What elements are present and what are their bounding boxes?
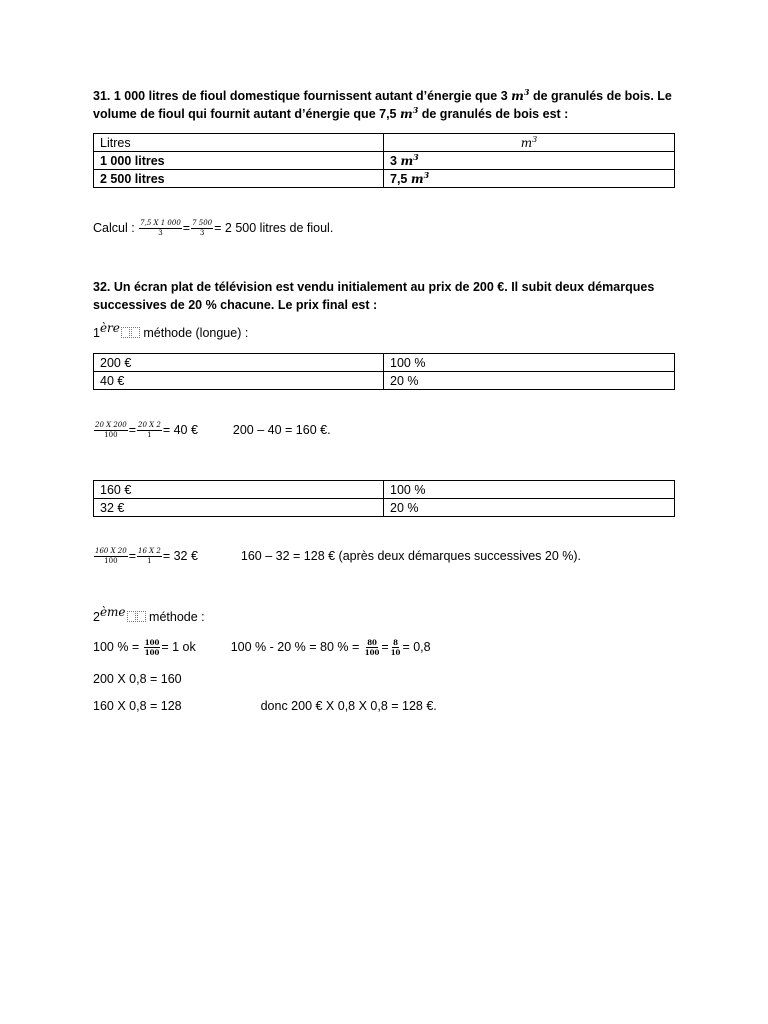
table-cell: 100 % — [384, 354, 675, 372]
table-cell: 40 € — [94, 372, 384, 390]
q31-calculation: Calcul : $\frac{7,5 X 1 000}{3}$ = $\frac{7 500}{3}$ = 2 500 litres de fioul. — [93, 219, 334, 238]
fraction: $\frac{20 X 200}{100}$ — [95, 421, 127, 440]
table-cell: 7,5 $m^3$ — [384, 170, 675, 188]
q31-line1-text: 31. 1 000 litres de fioul domestique fournissent autant d’énergie que 3 — [93, 89, 508, 103]
method1-heading: 1ère méthode (longue) : — [93, 321, 249, 340]
table-cell: 100 % — [384, 481, 675, 499]
method2-line-a: 100 % = $\frac{100}{100}$ = 1 ok 100 % - 20 % = 80 % = $\frac{80}{100}$ = $\frac{8}{10}$ = 0,8 — [93, 638, 431, 658]
table-cell: 200 € — [94, 354, 384, 372]
placeholder-box-icon — [131, 327, 140, 338]
fraction: $\frac{7 500}{3}$ — [192, 219, 213, 238]
table-cell: 32 € — [94, 499, 384, 517]
q31-proportion-table — [93, 133, 675, 188]
method2-line-b: 200 X 0,8 = 160 — [93, 672, 182, 686]
calc-subtraction: 200 – 40 = 160 €. — [232, 423, 331, 437]
q31-statement-line1 — [93, 87, 672, 105]
q32-calc-1: $\frac{20 X 200}{100}$ = $\frac{20 X 2}{1}$ = 40 € 200 – 40 = 160 €. — [95, 421, 331, 440]
calc-result: = 2 500 litres de fioul. — [214, 221, 334, 235]
method2-line-c: 160 X 0,8 = 128 donc 200 € X 0,8 X 0,8 = 128 €. — [93, 699, 437, 713]
q32-statement-line2: successives de 20 % chacune. Le prix final est : — [93, 298, 378, 312]
placeholder-box-icon — [121, 327, 130, 338]
fraction: $\frac{8}{10}$ — [390, 638, 401, 658]
table-row — [94, 354, 675, 372]
q32-statement-line1: 32. Un écran plat de télévision est vendu initialement au prix de 200 €. Il subit deux démarques — [93, 280, 655, 294]
fraction: $\frac{160 X 20}{100}$ — [95, 547, 127, 566]
table-row — [94, 481, 675, 499]
placeholder-box-icon — [137, 611, 146, 622]
table-cell: Litres — [94, 134, 384, 152]
m3-unit: $m^3$ — [511, 87, 530, 103]
q32-table-2 — [93, 480, 675, 517]
table-row — [94, 152, 675, 170]
q31-line2-end: de granulés de bois est : — [421, 107, 569, 121]
q31-line2-text: volume de fioul qui fournit autant d’énergie que 7,5 — [93, 107, 397, 121]
placeholder-box-icon — [127, 611, 136, 622]
calc-label: Calcul : — [93, 221, 135, 235]
table-row — [94, 134, 675, 152]
q31-line1-end: de granulés de bois. Le — [532, 89, 672, 103]
m3-unit: $m^3$ — [400, 151, 419, 168]
fraction: $\frac{80}{100}$ — [364, 638, 380, 658]
table-cell: 160 € — [94, 481, 384, 499]
m3-unit: $m^3$ — [520, 134, 538, 150]
table-cell: 20 % — [384, 372, 675, 390]
m3-unit: $m^3$ — [410, 169, 430, 186]
calc-result: = 40 € — [162, 423, 198, 437]
fraction: $\frac{16 X 2}{1}$ — [138, 547, 161, 566]
q32-table-1 — [93, 353, 675, 390]
fraction: $\frac{100}{100}$ — [144, 638, 160, 658]
fraction: $\frac{20 X 2}{1}$ — [138, 421, 161, 440]
calc-subtraction: 160 – 32 = 128 € (après deux démarques successives 20 %). — [240, 549, 582, 563]
table-row — [94, 499, 675, 517]
table-cell: 20 % — [384, 499, 675, 517]
m3-unit: $m^3$ — [399, 105, 419, 121]
fraction: $\frac{7,5 X 1 000}{3}$ — [140, 219, 181, 238]
table-row — [94, 372, 675, 390]
method1-label: méthode (longue) : — [143, 326, 249, 340]
table-row — [94, 170, 675, 188]
table-cell: 2 500 litres — [94, 170, 384, 188]
table-cell: 1 000 litres — [94, 152, 384, 170]
table-cell: 3 $m^3$ — [384, 152, 675, 170]
method2-heading: 2ème méthode : — [93, 605, 205, 624]
q32-calc-2: $\frac{160 X 20}{100}$ = $\frac{16 X 2}{1}$ = 32 € 160 – 32 = 128 € (après deux démarques successives 20 %). — [95, 547, 582, 566]
method2-label: méthode : — [149, 610, 205, 624]
q31-statement-line2 — [93, 105, 568, 123]
table-cell — [384, 134, 675, 152]
calc-result: = 32 € — [162, 549, 198, 563]
